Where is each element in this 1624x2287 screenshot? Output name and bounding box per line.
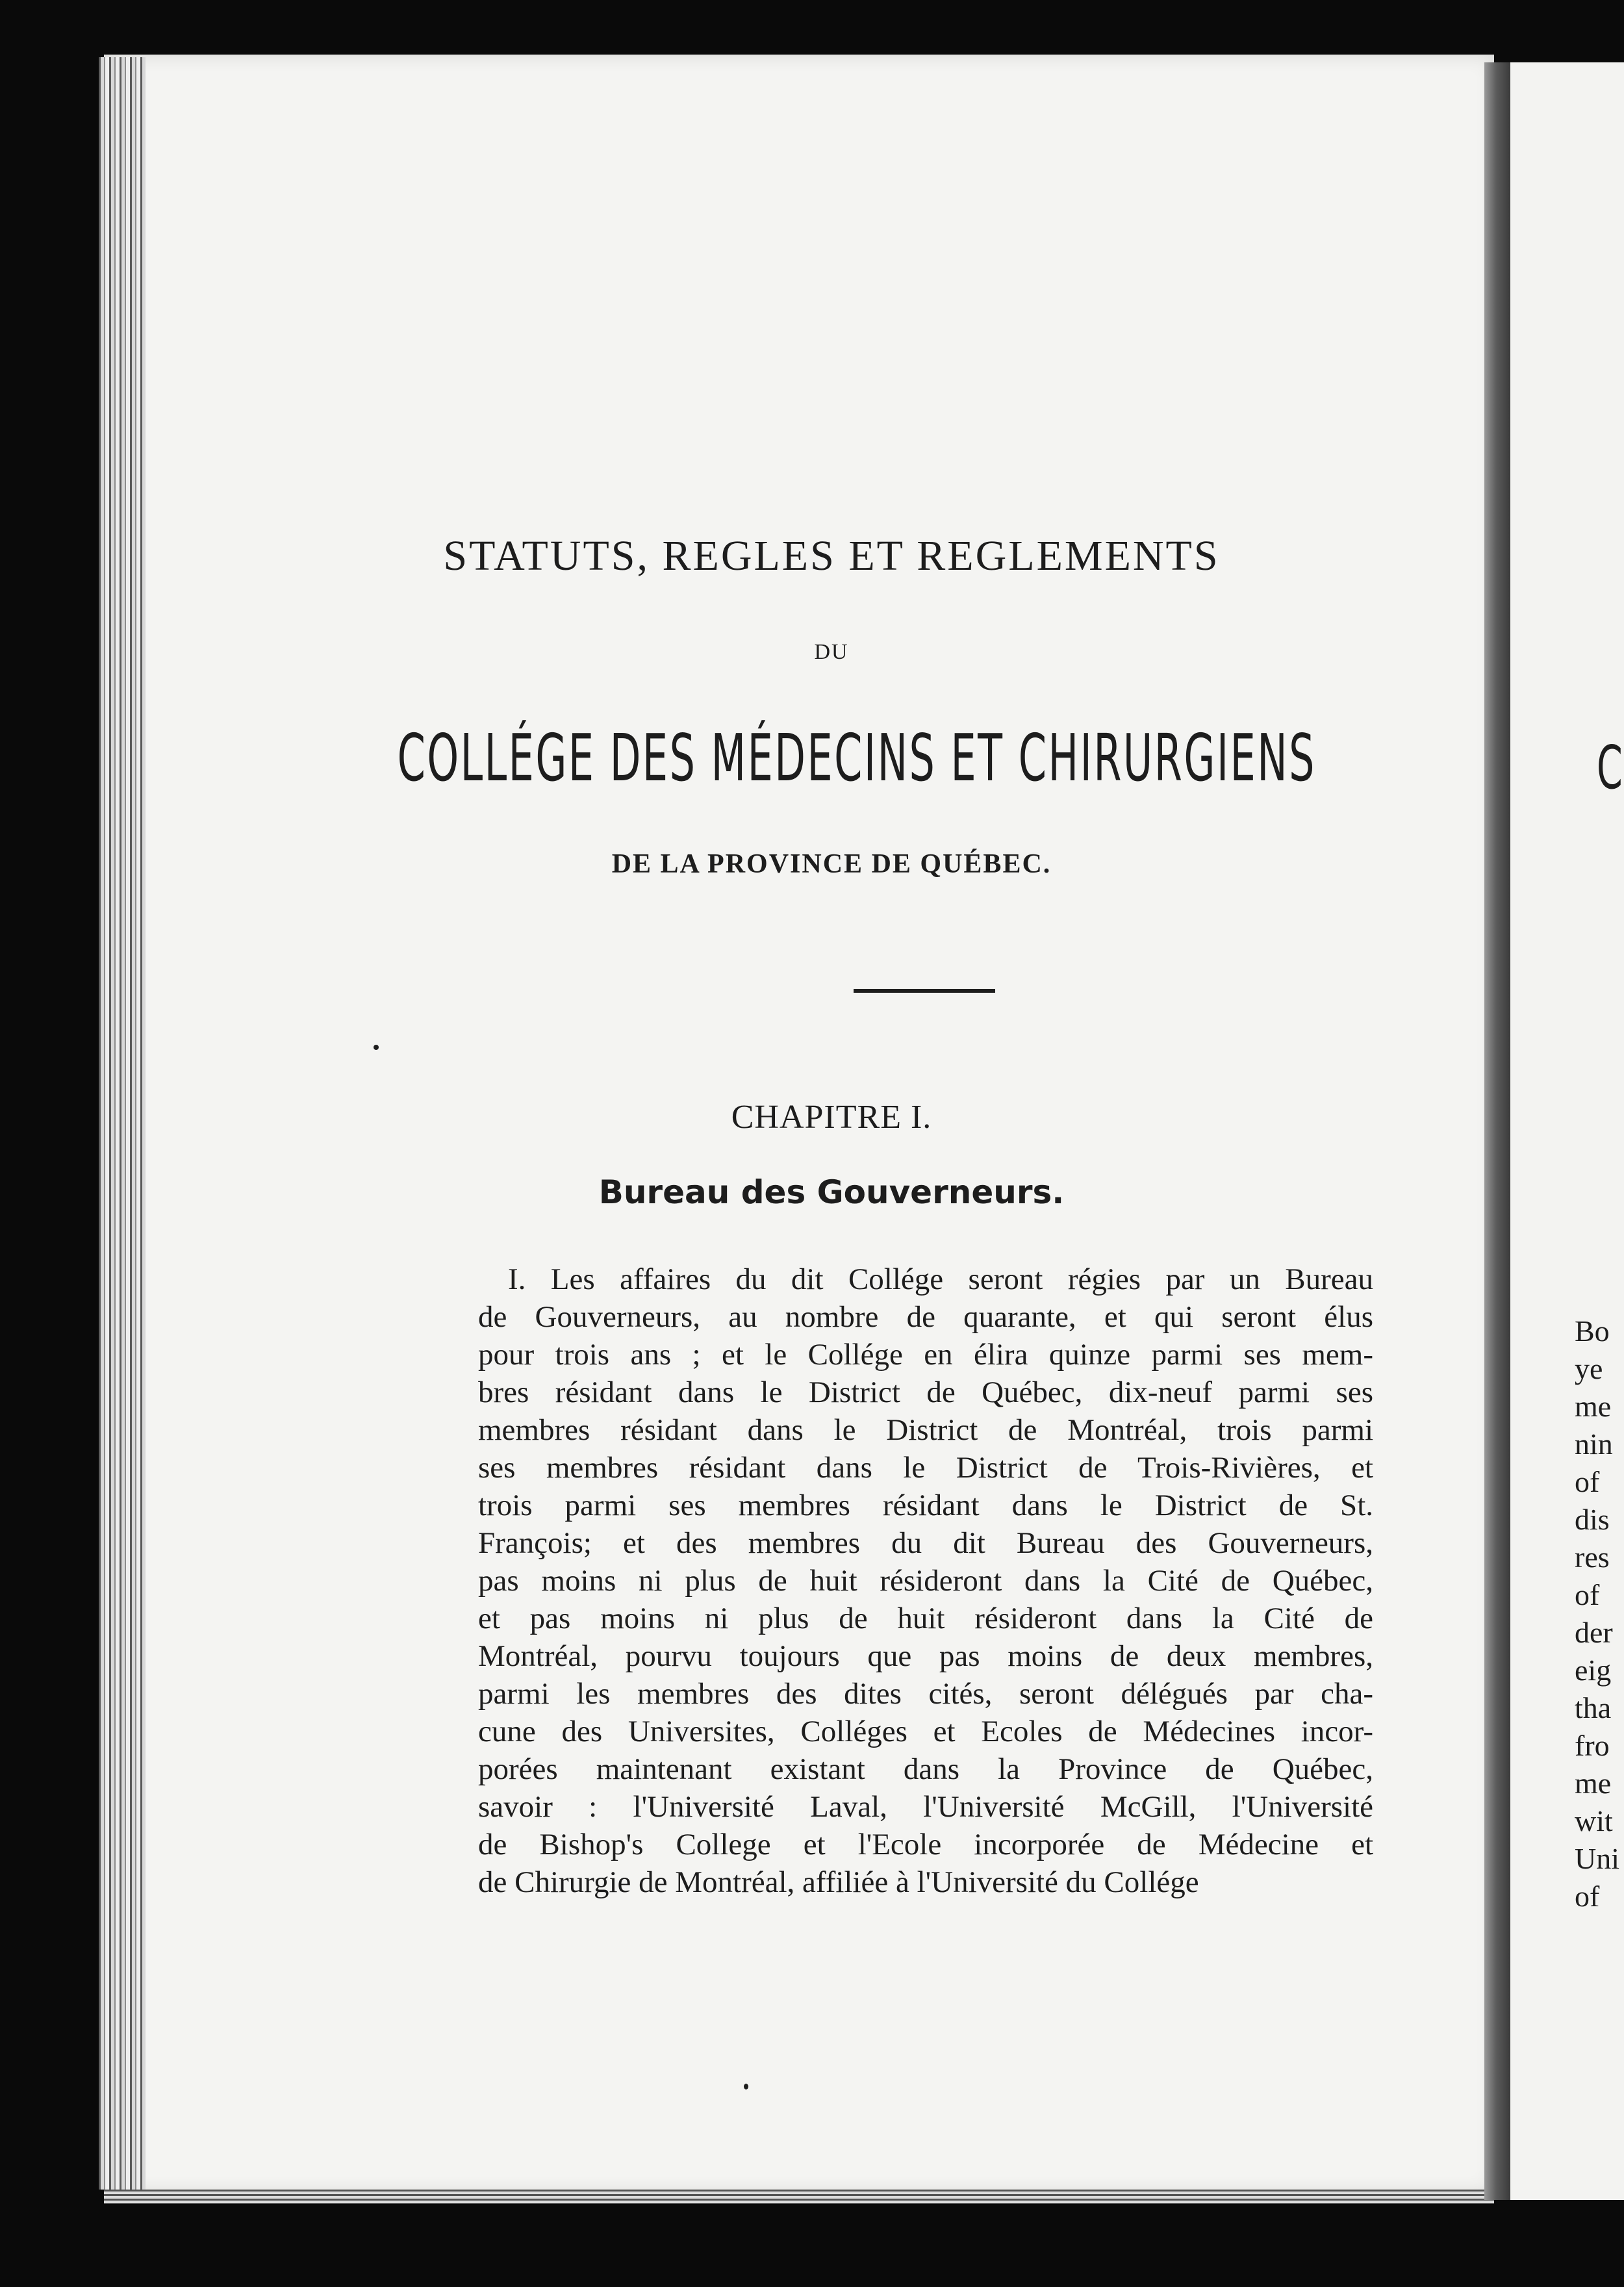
facing-line-fragment: me: [1575, 1390, 1612, 1423]
body-line: de Gouverneurs, au nombre de quarante, et qui seront élus: [478, 1300, 1373, 1334]
body-line: savoir : l'Université Laval, l'Université McGill, l'Université: [478, 1790, 1373, 1824]
chapter-heading: CHAPITRE I.: [731, 1099, 932, 1136]
body-line: Montréal, pourvu toujours que pas moins de deux membres,: [478, 1639, 1373, 1673]
facing-line-fragment: of: [1575, 1578, 1600, 1611]
body-line: I. Les affaires du dit Collége seront régies par un Bureau: [508, 1262, 1373, 1296]
section-heading: Bureau des Gouverneurs.: [598, 1173, 1065, 1211]
body-line: pas moins ni plus de huit résideront dans la Cité de Québec,: [478, 1564, 1373, 1598]
title-du: DU: [814, 640, 849, 664]
body-line: membres résidant dans le District de Montréal, trois parmi: [478, 1413, 1373, 1447]
body-line: porées maintenant existant dans la Province de Québec,: [478, 1752, 1373, 1786]
facing-line-fragment: of: [1575, 1880, 1600, 1913]
facing-line-fragment: tha: [1575, 1691, 1612, 1724]
body-line: cune des Universites, Colléges et Ecoles de Médecines incor-: [478, 1715, 1373, 1748]
scan-speck: [744, 2084, 748, 2089]
facing-line-fragment: wit: [1575, 1804, 1613, 1837]
body-line: trois parmi ses membres résidant dans le District de St.: [478, 1488, 1373, 1522]
facing-line-fragment: of: [1575, 1465, 1600, 1498]
body-line: François; et des membres du dit Bureau des Gouverneurs,: [478, 1526, 1373, 1560]
title-province: DE LA PROVINCE DE QUÉBEC.: [611, 849, 1052, 879]
title-statuts: STATUTS, REGLES ET REGLEMENTS: [443, 532, 1220, 580]
title-divider-rule: [854, 989, 995, 993]
facing-line-fragment: Bo: [1575, 1314, 1610, 1348]
facing-line-fragment: res: [1575, 1540, 1610, 1574]
facing-line-fragment: fro: [1575, 1729, 1610, 1762]
body-line: ses membres résidant dans le District de Trois-Rivières, et: [478, 1451, 1373, 1485]
facing-line-fragment: me: [1575, 1767, 1612, 1800]
facing-line-fragment: dis: [1575, 1503, 1610, 1536]
facing-title-fragment: C: [1597, 733, 1623, 802]
facing-line-fragment: nin: [1575, 1427, 1613, 1461]
facing-line-fragment: Uni: [1575, 1842, 1619, 1875]
body-line: de Chirurgie de Montréal, affiliée à l'Université du Collége: [478, 1865, 1199, 1899]
facing-line-fragment: eig: [1575, 1654, 1612, 1687]
scan-speck: [374, 1045, 379, 1050]
body-line: parmi les membres des dites cités, seront délégués par cha-: [478, 1677, 1373, 1711]
facing-line-fragment: ye: [1575, 1352, 1603, 1385]
body-line: de Bishop's College et l'Ecole incorporée de Médecine et: [478, 1828, 1373, 1861]
body-line: bres résidant dans le District de Québec, dix-neuf parmi ses: [478, 1375, 1373, 1409]
page-edges-bottom: [104, 2190, 1494, 2204]
body-line: pour trois ans ; et le Collége en élira quinze parmi ses mem-: [478, 1338, 1373, 1372]
title-college: COLLÉGE DES MÉDECINS ET CHIRURGIENS: [397, 720, 1316, 796]
body-line: et pas moins ni plus de huit résideront dans la Cité de: [478, 1602, 1373, 1635]
facing-line-fragment: der: [1575, 1616, 1613, 1649]
